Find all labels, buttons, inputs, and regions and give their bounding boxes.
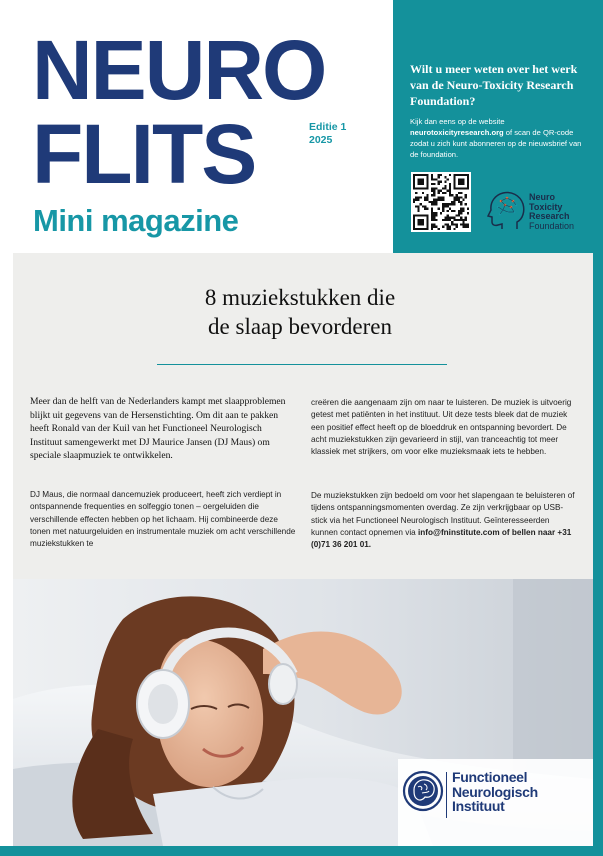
panel-website-link[interactable]: neurotoxicityresearch.org [410, 128, 504, 137]
teal-bottom-border [0, 846, 603, 856]
ntrf-logo-line2: Toxicity [529, 201, 563, 212]
ntrf-logo-text [529, 193, 574, 232]
edition-label [309, 121, 346, 146]
article-paragraph-2: creëren die aangenaam zijn om naar te luisteren. De muziek is uitvoerig getest met patiënten in het instituut. Uit deze tests bleek dat de muziek een positief effect heeft op de bloeddruk en ontspanning bevordert. De acht muziekstukken zijn gevarieerd in stijl, van tranceachtig tot meer klassiek met strijkers, om voor elke muzieksmaak iets te hebben. [311, 398, 572, 457]
article-paragraph-3-text: De muziekstukken zijn bedoeld om voor het slapengaan te beluisteren of tijdens ontspanningsmomenten overdag. Ze zijn verkrijgbaar op USB-stick via het Functioneel Neurologisch Instituut. Geïnteresseerden kunnen contact opnemen via [311, 491, 575, 537]
article-title [60, 283, 540, 341]
fni-logo-line3: Instituut [452, 798, 505, 815]
ntrf-logo-line1: Neuro [529, 192, 556, 202]
fni-logo-line1: Functioneel [452, 769, 528, 785]
fni-logo-divider [446, 772, 447, 818]
fni-brain-logo-icon [402, 770, 444, 817]
masthead-line2: FLITS [32, 107, 256, 201]
panel-body-before: Kijk dan eens op de website [410, 117, 505, 126]
contact-info[interactable]: info@fninstitute.com of bellen naar +31 (0)71 36 201 01. [311, 527, 572, 550]
panel-body-after: of scan de QR-code zodat u zich kunt abonneren op de nieuwsbrief van de foundation. [410, 128, 582, 159]
article-title-line2: de slaap bevorderen [208, 314, 392, 340]
edition-number: Editie 1 [309, 121, 347, 133]
brain-head-logo-icon [487, 189, 527, 236]
panel-question: Wilt u meer weten over het werk van de Neuro-Toxicity Research Foundation? [410, 62, 578, 108]
edition-year: 2025 [309, 133, 333, 146]
title-divider [157, 364, 447, 365]
fni-logo-text [452, 770, 538, 814]
article-paragraph-1: DJ Maus, die normaal dancemuziek produceert, heeft zich verdiept in ontspannende frequenties en solfeggio tonen – oergeluiden die verschillende effecten hebben op het lichaam. Hij combineerde deze tonen met natuurgeluiden en instrumentale muziek om acht verschillende muziekstukken te [30, 490, 296, 549]
article-lead: Meer dan de helft van de Nederlanders kampt met slaapproblemen blijkt uit gegevens van de Hersenstichting. Om dit aan te pakken heeft Ronald van der Kuil van het Functioneel Neurologisch Instituut samengewerkt met DJ Maurice Jansen (DJ Maus) om speciale slaapmuziek te ontwikkelen. [30, 396, 286, 462]
ntrf-logo-line3: Research [529, 211, 570, 222]
fni-logo-line2: Neurologisch [452, 783, 538, 800]
masthead-subtitle: Mini magazine [33, 203, 239, 238]
masthead-line1: NEURO [32, 23, 326, 117]
panel-body [410, 116, 590, 160]
teal-right-border [593, 253, 603, 846]
qr-code-icon[interactable] [411, 172, 471, 232]
ntrf-logo-line4: Foundation [529, 221, 575, 232]
article-title-line1: 8 muziekstukken die [204, 285, 396, 310]
article-paragraph-3 [311, 490, 575, 551]
